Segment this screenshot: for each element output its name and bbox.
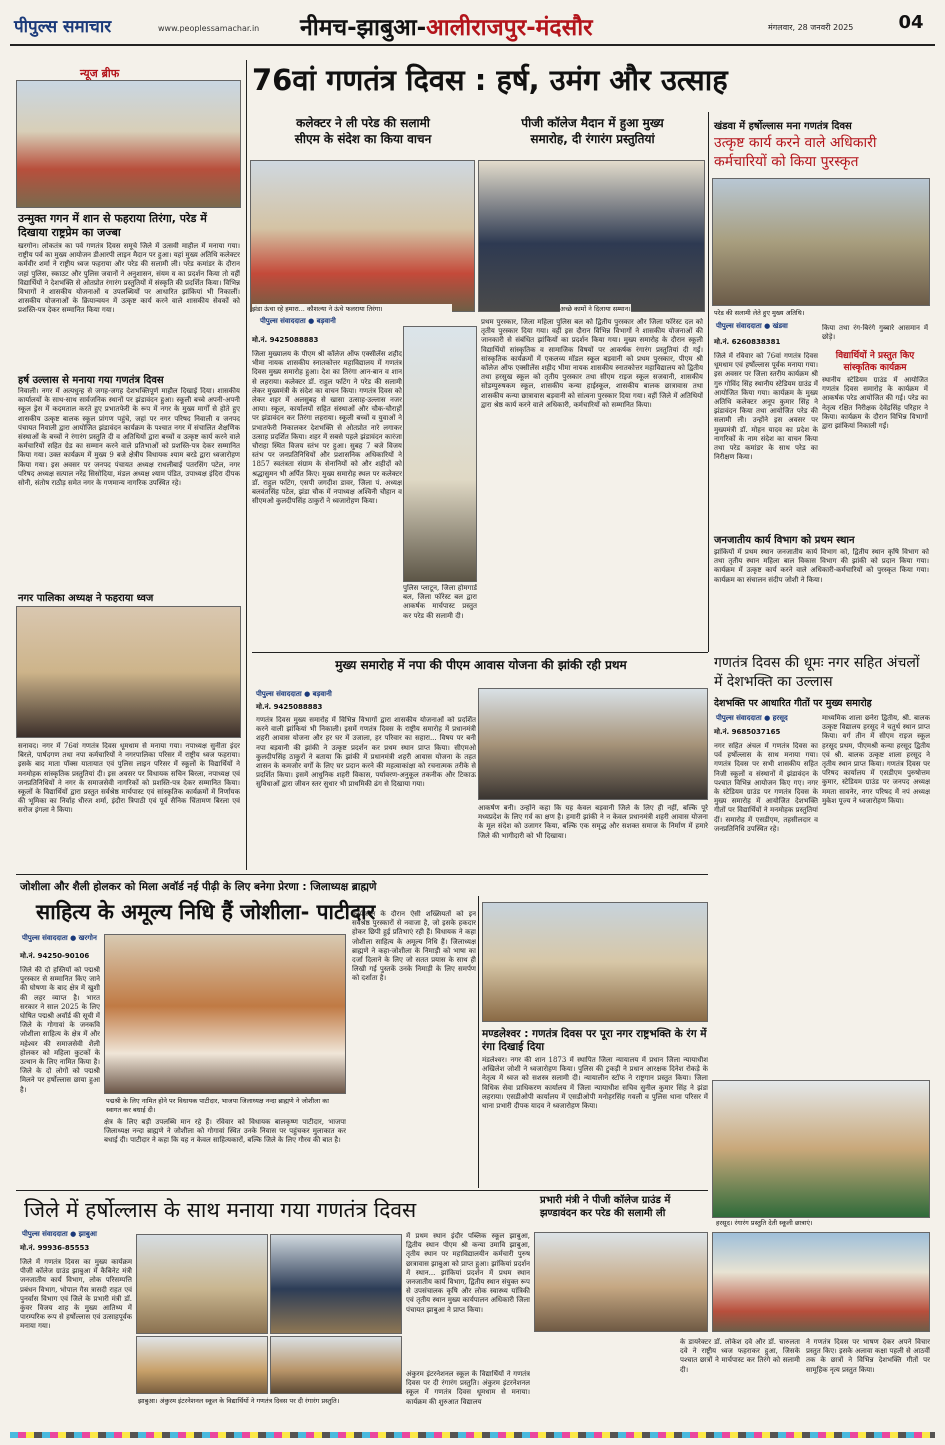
khandwa-body3: झांकियों में प्रथम स्थान जनजातीय कार्य विभाग को, द्वितीय स्थान कृषि विभाग को तथा तृतीय स्थान महिला बाल विकास विभाग की झांकी को प्रदान किया गया। कार्यक्रम में उत्कृष्ट कार्य करने वाले अधिकारी-कर्मचारियों को पुरस्कृत किया गया। कार्यक्रम का संचालन संदीप जोशी ने किया। bbox=[714, 548, 929, 584]
page-number: 04 bbox=[898, 12, 924, 33]
barwani-kicker2: सीएम के संदेश का किया वाचन bbox=[294, 132, 432, 146]
byline-place: झाबुआ bbox=[78, 1230, 97, 1238]
byline-name: पीपुल्स संवाददाता bbox=[256, 690, 302, 698]
harsud-body2: माध्यमिक शाला छनेरा द्वितीय, श्री. बालक उत्कृष्ट विद्यालय हरसूद ने चतुर्थ स्थान प्राप्त किया। वर्ग तीन में सीएम राइज स्कूल हरसूद प्रथम, पीएमश्री कन्या हरसूद द्वितीय एवं श्री. बालक उत्कृष्ट शाला हरसूद ने तृतीय स्थान प्राप्त किया। गणतंत्र दिवस पर परिषद कार्यालय में एसडीएम पुरुषोत्तम कुमार, स्टेडियम ग्राउंड पर जनपद अध्यक्ष ममता सावनेर, नगर परिषद में नपं अध्यक्ष मुकेश पूज्य ने ध्वजारोहण किया। bbox=[822, 714, 930, 805]
sanawad-photo bbox=[16, 606, 241, 738]
khargone-subhead2: नगर पालिका अध्यक्ष ने फहराया ध्वज bbox=[18, 593, 154, 604]
pm-awas-phone: मो.नं. 9425088883 bbox=[256, 703, 323, 711]
edition-title bbox=[300, 10, 593, 42]
col-rule-1 bbox=[246, 60, 247, 870]
byline-name: पीपुल्स संवाददाता bbox=[716, 322, 762, 330]
harsud-photo-caption: हरसूद। रंगारंग प्रस्तुति देती स्कूली छात्राएं। bbox=[716, 1219, 813, 1227]
khandwa-body2: स्थानीय स्टेडियम ग्राउंड में आयोजित गणतंत्र दिवस समारोह के कार्यक्रम में आकर्षक परेड आयोजित की गई। परेड का नेतृत्व रक्षित निरीक्षक देवेंद्रसिंह परिहार ने किया। कार्यक्रम के दौरान विभिन्न विभागों द्वारा झांकियां निकाली गईं। bbox=[822, 376, 928, 431]
pm-awas-byline: पीपुल्स संवाददाता ● बड़वानी bbox=[256, 690, 332, 698]
jhabua-photo-6 bbox=[712, 1232, 930, 1332]
col-rule-2 bbox=[708, 112, 709, 652]
joshila-byline: पीपुल्स संवाददाता ● खरगोन bbox=[22, 934, 97, 942]
khandwa-subhead: विद्यार्थियों ने प्रस्तुत किए सांस्कृतिक कार्यक्रम bbox=[835, 351, 915, 373]
barwani-body: जिला मुख्यालय के पीएम श्री कॉलेज ऑफ एक्सीलेंस शहीद भीमा नायक शासकीय स्नातकोत्तर महाविद्यालय में गणतंत्र दिवस मुख्य समारोह हुआ। देश का तिरंगा आन-बान व शान से लहराया। कलेक्टर डॉ. राहुल फटिंग ने परेड की सलामी लेकर मुख्यमंत्री के संदेश का वाचन किया। गणतंत्र दिवस को लेकर शहर में अलसुबह से खासा उत्साह-उल्लास नजर आया। स्कूल, कार्यालयों सहित संस्थाओं और चौक-चौराहों पर झंडावंदन कर तिरंगा लहराया। स्कूली बच्चों व युवाओं ने प्रभातफेरी निकालकर देशभक्ति से ओतप्रोत नारे लगाकर उत्साह प्रदर्शित किया। शहर में सबसे पहले झंडावंदन कारंजा चौराहा स्थित विजय स्तंभ पर हुआ। सुबह 7 बजे विजय स्तंभ पर जनप्रतिनिधियों और प्रशासनिक अधिकारियों ने 1857 स्वतंत्रता संग्राम के सेनानियों को और शहीदों को श्रद्धासुमन भी अर्पित किए। मुख्य समारोह स्थल पर कलेक्टर डॉ. राहुल फटिंग, एसपी जगदीश डावर, जिला पं. अध्यक्ष बलवंतसिंह पटेल, झंडा चौक में नपाध्यक्ष अश्विनी चौहान व सीएमओ कुलदीपसिंह ठाकुरों ने ध्वजारोहण किया। bbox=[252, 350, 402, 506]
mandleshwar-body: मंडलेश्वर। नगर की शान 1873 में स्थापित जिला न्यायालय में प्रधान जिला न्यायाधीश अखिलेश जोशी ने ध्वजारोहण किया। पुलिस की टुकड़ी ने प्रधान आरक्षक दिनेश रोकड़े के नेतृत्व में ध्वज को सशस्त्र सलामी दी। न्यायालीन स्टॉफ ने राष्ट्रगान प्रस्तुत किया। जिला विधिक सेवा प्राधिकरण कार्यालय में जिला न्यायाधीश सचिव सुनील कुमार सिंह ने झंडा लहराया। एसडीओपी कार्यालय में एसडीओपी मनोहरसिंह गवली व पुलिस थाना परिसर में थाना प्रभारी दीपक यादव ने ध्वजारोहण किया। bbox=[482, 1056, 708, 1111]
khandwa-body: जिले में रविवार को 76वां गणतंत्र दिवस धूमधाम एवं हर्षोल्लास पूर्वक मनाया गया। इस अवसर पर जिला स्तरीय कार्यक्रम श्री गुरु गोविंद सिंह स्थानीय स्टेडियम ग्राउंड में आयोजित किया गया। कार्यक्रम के मुख्य अतिथि कलेक्टर अनूप कुमार सिंह ने झंडावंदन किया तथा आयोजित परेड की सलामी ली। उन्होंने इस अवसर पर मुख्यमंत्री डॉ. मोहन यादव का प्रदेश के नागरिकों के नाम संदेश का वाचन किया तथा परेड कमांडर के साथ परेड का निरीक्षण किया। bbox=[714, 352, 818, 462]
mandsaur-photo-caption: अच्छे कामों ने दिलाया सम्मान। bbox=[560, 305, 631, 313]
byline-name: पीपुल्स संवाददाता bbox=[22, 934, 68, 942]
pm-awas-headline: मुख्य समारोह में नपा की पीएम आवास योजना की झांकी रही प्रथम bbox=[335, 658, 627, 672]
jhabua-photo-4 bbox=[270, 1336, 402, 1394]
byline-name: पीपुल्स संवाददाता bbox=[22, 1230, 68, 1238]
jhabua-col-text: के डायरेक्टर डॉ. लोकेश दवे और डॉ. चारुलता दवे ने राष्ट्रीय ध्वज फहराकर हुआ, जिसके पश्चात छात्रों ने मार्चपास्ट कर तिरंगे को सलामी दी। bbox=[680, 1338, 800, 1374]
barwani-kicker: कलेक्टर ने ली परेड की सलामी bbox=[296, 116, 430, 130]
byline-name: पीपुल्स संवाददाता bbox=[716, 714, 762, 722]
jhabua-phone: मो.नं. 99936-85553 bbox=[20, 1244, 90, 1252]
jhabua-kicker: प्रभारी मंत्री ने पीजी कॉलेज ग्राउंड में झण्डावंदन कर परेड की सलामी ली bbox=[540, 1195, 671, 1219]
byline-place: खरगोन bbox=[78, 934, 97, 942]
jhabua-body3: अंकुरम इंटरनेशनल स्कूल के विद्यार्थियों ने गणतंत्र दिवस पर दी रंगारंग प्रस्तुति। अंकुरम इंटरनेशनल स्कूल में गणतंत्र दिवस धूमधाम से मनाया। कार्यक्रम की शुरुआत विद्यालय bbox=[406, 1370, 530, 1406]
khargone-subhead: हर्ष उल्लास से मनाया गया गणतंत्र दिवस bbox=[18, 375, 164, 386]
masthead-rule bbox=[10, 44, 935, 46]
byline-place: बड़वानी bbox=[316, 317, 336, 325]
brand-logo: पीपुल्स समाचार bbox=[14, 17, 112, 37]
barwani-photo-caption: झंडा ऊंचा रहे हमारा... कौशल्या ने ऊंचे फलराया तिरंगा। bbox=[252, 304, 452, 313]
khandwa-phone: मो.नं. 6260838381 bbox=[714, 338, 781, 346]
harsud-headline: गणतंत्र दिवस की धूमः नगर सहित अंचलों में देशभक्ति का उल्लास bbox=[714, 655, 920, 690]
khargone-headline: उन्मुक्त गगन में शान से फहराया तिरंगा, परेड में दिखाया राष्ट्रप्रेम का जज्बा bbox=[18, 212, 207, 239]
joshila-body3: कार्यकाल के दौरान ऐसी शख्सियतों को इन सर्वश्रेष्ठ पुरस्कारों से नवाजा है, जो इसके हकदार होकर छिपी हुई प्रतिभाएं रही हैं। विधायक ने कहा जोशीला साहित्य के अमूल्य निधि हैं। जिलाध्यक्ष ब्राह्मणे ने कहा-जोशीला के निमाड़ी को भाषा का दर्जा दिलाने के लिए जो सतत प्रयास के साथ ही लिखी गई पुस्तकें उनके निमाड़ी के लिए समर्पण को दर्शाता है। bbox=[352, 910, 476, 983]
jhabua-body: जिले में गणतंत्र दिवस का मुख्य कार्यक्रम पीजी कॉलेज ग्राउंड झाबुआ में कैबिनेट मंत्री जनजातीय कार्य विभाग, लोक परिसम्पत्ति प्रबंधन विभाग, भोपाल गैस त्रासदी राहत एवं पुनर्वास विभाग एवं जिले के प्रभारी मंत्री डॉ. कुंवर विजय शाह के मुख्य आतिथ्य में पारम्परिक रूप से हर्षोल्लास एवं उत्साहपूर्वक मनाया गया। bbox=[20, 1258, 132, 1331]
col-rule-3 bbox=[478, 896, 479, 1188]
pm-awas-body: गणतंत्र दिवस मुख्य समारोह में विभिन्न विभागों द्वारा शासकीय योजनाओं को प्रदर्शित करने वाली झांकियां भी निकाली। इसमें गणतंत्र दिवस के राष्ट्रीय समारोह में प्रधानमंत्री शहरी आवास योजना और हर घर में उजाला, हर परिवार का सहारा... विषय पर बनी नपा बड़वानी की झांकी ने उत्कृष्ट प्रदर्शन कर प्रथम स्थान प्राप्त किया। सीएमओ कुलदीपसिंह ठाकुरों ने बताया कि झांकी में प्रधानमंत्री शहरी आवास योजना के तहत शासन के कमजोर वर्गों के लिए घर प्रदान करने की महत्वाकांक्षा को रचनात्मक तरीके से प्रदर्शित किया। इसमें आधुनिक शहरी विकास, पर्यावरण-अनुकूल तकनीक और टिकाऊ सुविधाओं द्वारा जीवन स्तर सुधार भी प्राथमिकी ढंग से दिखाया गया। bbox=[256, 716, 476, 789]
joshila-rule bbox=[16, 874, 708, 875]
masthead bbox=[0, 0, 945, 46]
khandwa-byline: पीपुल्स संवाददाता ● खंडवा bbox=[716, 322, 788, 330]
news-brief-label: न्यूज ब्रीफ bbox=[80, 67, 120, 80]
joshila-kicker: जोशीला और शैली होलकर को मिला अवॉर्ड नई पीढ़ी के लिए बनेगा प्रेरणा : जिलाध्यक्ष ब्राह्मणे bbox=[20, 881, 377, 893]
edition-title-black: नीमच-झाबुआ- bbox=[300, 15, 427, 41]
barwani-phone: मो.नं. 9425088883 bbox=[252, 336, 319, 344]
joshila-photo bbox=[104, 934, 346, 1094]
jhabua-headline: जिले में हर्षोल्लास के साथ मनाया गया गणतंत्र दिवस bbox=[24, 1198, 417, 1222]
khandwa-photo-caption: परेड की सलामी लेते हुए मुख्य अतिथि। bbox=[714, 309, 805, 317]
registration-bar bbox=[10, 1432, 935, 1438]
jhabua-photo-5 bbox=[534, 1232, 708, 1332]
khandwa-kicker: खंडवा में हर्षोल्लास मना गणतंत्र दिवस bbox=[714, 121, 852, 132]
barwani-photo bbox=[250, 160, 475, 312]
jhabua-body2: में प्रथम स्थान इंदौर पब्लिक स्कूल झाबुआ, द्वितीय स्थान पीएम श्री कन्या उमावि झाबुआ, तृतीय स्थान पर महाविद्यालयीन कर्मचारी पुरुष छात्रावास झाबुआ को प्राप्त हुआ। झांकियां प्रदर्शन में स्थान... झांकियां प्रदर्शन में प्रथम स्थान जनजातीय कार्य विभाग, द्वितीय स्थान संयुक्त रूप से उपसंचालक कृषि और लोक स्वास्थ्य यांत्रिकी एवं तृतीय स्थान मुख्य कार्यपालन अधिकारी जिला पंचायत झाबुआ ने प्राप्त किया। bbox=[406, 1232, 530, 1314]
jhabua-photo-caption: झाबुआ। अंकुरम इंटरनेशनल स्कूल के विद्यार्थियों ने गणतंत्र दिवस पर दी रंगारंग प्रस्तुति। bbox=[138, 1396, 478, 1405]
khargone-parade-photo bbox=[16, 80, 241, 208]
edition-title-red: आलीराजपुर-मंदसौर bbox=[426, 15, 593, 41]
harsud-photo bbox=[712, 1080, 930, 1218]
barwani-photo2-caption: पुलिस प्लाटून, जिला होमगार्ड बल, जिला फॉरेस्ट बल द्वारा आकर्षक मार्चपास्ट प्रस्तुत कर परेड की सलामी दी। bbox=[403, 584, 477, 620]
harsud-phone: मो.नं. 9685037165 bbox=[714, 728, 781, 736]
byline-place: हरसूद bbox=[772, 714, 788, 722]
joshila-body: जिले की दो हस्तियों को पद्मश्री पुरस्कार से सम्मानित किए जाने की घोषणा के बाद क्षेत्र में खुशी की लहर व्याप्त है। भारत सरकार ने साल 2025 के लिए घोषित पद्मश्री अवॉर्ड की सूची में जिले के गोगावां के जनकवि जोशीला साहित्य के क्षेत्र में और महेश्वर की समाजसेवी शैली होलकर को महिला कुटकों के उत्थान के लिए नामित किया है। जिले के दो लोगों को पद्मश्री मिलने पर हर्षोल्लास छाया हुआ है। bbox=[20, 966, 100, 1094]
mandsaur-kicker2: समारोह, दी रंगारंग प्रस्तुतियां bbox=[530, 132, 655, 146]
barwani-byline: पीपुल्स संवाददाता ● बड़वानी bbox=[260, 317, 336, 325]
khargone-body2: निवाली। नगर में अत्यधुन्ह से जगह-जगह देशभक्तिपूर्ण माहौल दिखाई दिया। शासकीय कार्यालयों के साथ-साथ सार्वजनिक स्थानों पर झंडावंदन हुआ। स्कूली बच्चे अपनी-अपनी स्कूल ड्रेस में कदमताल करते हुए प्रभातफेरी के रूप में नगर के मुख्य मार्गों से होते हुए शासकीय उत्कृष्ट बालक स्कूल प्रांगण पहुंचे, जहां पर नगर परिषद निवाली व जनपद पंचायत निवाली द्वारा आयोजित झंडावंदन कार्यक्रम के पश्चात नगर में संचालित शैक्षणिक संस्थाओं के बच्चों ने रंगारंग प्रस्तुति दी व अतिथियों द्वारा बच्चों व उत्कृष्ट कार्य करने वाले कर्मचारियों सहित ग्रेड का सम्मान करने वाले प्रतिभाओं को प्रशस्ति-पत्र देकर सम्मानित किया गया। उक्त कार्यक्रम में मुख्य 9 बजे क्षेत्रीय विधायक श्याम बरडे द्वारा ध्वजारोहण किया गया। इस अवसर पर जनपद पंचायत अध्यक्ष राधलीबाई पतरसिंग पटेल, नगर परिषद अध्यक्ष सत्पाल नरेंद्र सिसोदिया, मंडल अध्यक्ष श्याम पंडित, उपाध्यक्ष इंदिरा दीपक सोनी, संतोष राठौड़ समेत नगर के गणमान्य नागरिक उपस्थित रहे। bbox=[18, 387, 240, 488]
byline-place: खंडवा bbox=[772, 322, 788, 330]
khandwa-side-text: किया तथा रंग-बिरंगे गुब्बारे आसमान में छोड़े। bbox=[822, 324, 928, 342]
mandleshwar-photo bbox=[482, 902, 708, 1022]
harsud-body: नगर सहित अंचल में गणतंत्र दिवस का पर्व हर्षोल्लास के साथ मनाया गया। गणतंत्र दिवस पर सभी शासकीय सहित निजी स्कूलों व संस्थानों में झंडावंदन के पश्चात विभिन्न आयोजन किए गए। नगर के स्टेडियम ग्राउंड पर गणतंत्र दिवस के मुख्य समारोह में आयोजित देशभक्ति गीतों पर विद्यार्थियों ने मनमोहक प्रस्तुतियां दीं। समारोह में एसडीएम, तहसीलदार व जनप्रतिनिधि उपस्थित रहे। bbox=[714, 742, 818, 833]
khandwa-headline: उत्कृष्ट कार्य करने वाले अधिकारी कर्मचारियों को किया पुरस्कृत bbox=[714, 135, 877, 170]
khargone-body: खरगोन। लोकतंत्र का पर्व गणतंत्र दिवस समूचे जिले में उत्सवी माहौल में मनाया गया। राष्ट्रीय पर्व का मुख्य आयोजन डीआरपी लाइन मैदान पर हुआ। यहां मुख्य अतिथि कलेक्टर कर्मवीर शर्मा ने राष्ट्रीय ध्वज फहराया और परेड की सलामी ली। परेड कमांडर के दौरान जहां पुलिस, स्काउट और पुलिस जवानों ने अनुशासन, संयम व का प्रदर्शन किया तो वहीं विद्यार्थियों ने देशभक्ति से ओतप्रोत रंगारंग प्रस्तुतियों में संस्कृति की प्रदर्शित किया। विभिन्न विभागों ने शासकीय योजनाओं व उपलब्धियों पर आधारित झांकियां भी निकालीं। शासकीय योजनाओं के क्रियान्वयन में उत्कृष्ट कार्य करने वाले शासकीय सेवकों को प्रशस्ति-पत्र देकर सम्मानित किया गया। bbox=[18, 242, 240, 315]
jhabua-col-text2: ने गणतंत्र दिवस पर भाषण देकर अपने विचार प्रस्तुत किए। इसके अलावा कक्षा पहली से आठवीं तक के छात्रों ने विभिन्न देशभक्ति गीतों पर सामूहिक नृत्य प्रस्तुत किया। bbox=[806, 1338, 930, 1374]
jhabua-rule bbox=[16, 1190, 708, 1191]
main-headline: 76वां गणतंत्र दिवस : हर्ष, उमंग और उत्साह bbox=[252, 63, 728, 97]
pm-awas-photo bbox=[478, 688, 708, 800]
khandwa-subhead2: जनजातीय कार्य विभाग को प्रथम स्थान bbox=[714, 535, 855, 546]
khargone-body3: सनावद। नगर में 76वां गणतंत्र दिवस धूमधाम से मनाया गया। नपाध्यक्ष सुनीता इंदर बिरले, पार्षदगण तथा नपा कर्मचारियों ने नगरपालिका परिसर में राष्ट्रीय ध्वज फहराया। इसके बाद माता पॉक्स यातायात एवं पुलिस लाइन परिसर में स्कूलों के विद्यार्थियों ने मनमोहक सांस्कृतिक प्रस्तुतियां दी। इस अवसर पर विधायक सचिन बिरला, नपाध्यक्ष एवं जनप्रतिनिधियों ने नगर के समाजसेवी नागरिकों को प्रशस्ति-पत्र देकर सम्मानित किया। स्कूलों के विद्यार्थियों द्वारा प्रस्तुत सर्वश्रेष्ठ मार्चपास्ट एवं सांस्कृतिक कार्यक्रमों में निर्णायक की भूमिका का निर्वाह धीरज शर्मा, इंदौरा त्रिपाठी एवं पूर्व सैनिक चिंतामण बिरला एवं सरोज इंगला ने किया। bbox=[18, 742, 240, 815]
pm-awas-photo-caption: आकर्षण बनी। उन्होंने कहा कि यह केवल बड़वानी जिले के लिए ही नहीं, बल्कि पूरे मध्यप्रदेश के लिए गर्व का क्षण है। हमारी झांकी ने न केवल प्रधानमंत्री शहरी आवास योजना के मूल संदेश को उजागर किया, बल्कि एक समृद्ध और सशक्त समाज के निर्माण में हमारे जिले की भागीदारी को भी दिखाया। bbox=[478, 804, 708, 840]
byline-place: बड़वानी bbox=[312, 690, 332, 698]
issue-date: मंगलवार, 28 जनवरी 2025 bbox=[768, 23, 854, 32]
khandwa-photo bbox=[712, 178, 930, 306]
harsud-subhead: देशभक्ति पर आधारित गीतों पर मुख्य समारोह bbox=[714, 698, 872, 709]
joshila-headline: साहित्य के अमूल्य निधि हैं जोशीला- पाटीदार bbox=[36, 900, 376, 924]
website-url: www.peoplessamachar.in bbox=[158, 24, 260, 33]
mandleshwar-headline: मण्डलेश्वर : गणतंत्र दिवस पर पूरा नगर राष्ट्रभक्ति के रंग में रंगा दिखाई दिया bbox=[482, 1028, 707, 1053]
joshila-phone: मो.नं. 94250-90106 bbox=[20, 952, 90, 960]
harsud-byline: पीपुल्स संवाददाता ● हरसूद bbox=[716, 714, 788, 722]
barwani-flag-photo bbox=[403, 326, 477, 582]
jhabua-byline: पीपुल्स संवाददाता ● झाबुआ bbox=[22, 1230, 97, 1238]
jhabua-photo-3 bbox=[136, 1336, 268, 1394]
mandsaur-photo bbox=[478, 160, 705, 312]
jhabua-photo-2 bbox=[270, 1234, 402, 1334]
joshila-photo-caption: पद्मश्री के लिए नामित होने पर विधायक पाटीदार, भाजपा जिलाध्यक्ष नन्दा ब्राह्मणे ने जोशीला का स्वागत कर बधाई दी। bbox=[106, 1096, 346, 1114]
mandsaur-body: प्रथम पुरस्कार, जिला महिला पुलिस बल को द्वितीय पुरस्कार और जिला फॉरेस्ट दल को तृतीय पुरस्कार दिया गया। वहीं इस दौरान विभिन्न विभागों ने शासकीय योजनाओं की जानकारी से संबंधित झांकियों का प्रदर्शन किया गया। मुख्य समारोह के दौरान स्कूली विद्यार्थियों सांस्कृतिक व सामाजिक विषयों पर आकर्षक रंगारंग प्रस्तुतियां दी गईं। सांस्कृतिक कार्यक्रमों में एकलव्य मॉडल स्कूल बड़वानी को प्रथम पुरस्कार, पीएम श्री कॉलेज ऑफ एक्सीलेंस शहीद भीमा नायक शासकीय स्नातकोत्तर महाविद्यालय को द्वितीय तथा हरसुख स्कूल को तृतीय पुरस्कार तथा सीएम राइज स्कूल सजवानी, शासकीय सोडम्पुरुषकम स्कूल, शासकीय कन्या हाईस्कूल, शासकीय बालक छात्रावास तथा शासकीय कन्या छात्रावास बड़वानी को सांत्वना पुरस्कार दिया गया। वहीं जिले में अतिथियों द्वारा श्रेष्ठ कार्य करने वाले अधिकारी, कर्मचारियों को सम्मानित किया। bbox=[481, 318, 703, 409]
joshila-body2: क्षेत्र के लिए बड़ी उपलब्धि मान रहे हैं। रविवार को विधायक बालकृष्ण पाटीदार, भाजपा जिलाध्यक्ष नन्दा ब्राह्मणे ने जोशीला को गोगावां स्थित उनके निवास पर पहुंचकर मुलाकात कर बधाई दी। पाटीदार ने कहा कि यह न केवल साहित्यकारों, बल्कि जिले के लिए गौरव की बात है। bbox=[104, 1118, 346, 1145]
pm-awas-rule bbox=[252, 652, 708, 653]
byline-name: पीपुल्स संवाददाता bbox=[260, 317, 306, 325]
mandsaur-kicker: पीजी कॉलेज मैदान में हुआ मुख्य bbox=[521, 116, 664, 130]
jhabua-photo-1 bbox=[136, 1234, 268, 1334]
